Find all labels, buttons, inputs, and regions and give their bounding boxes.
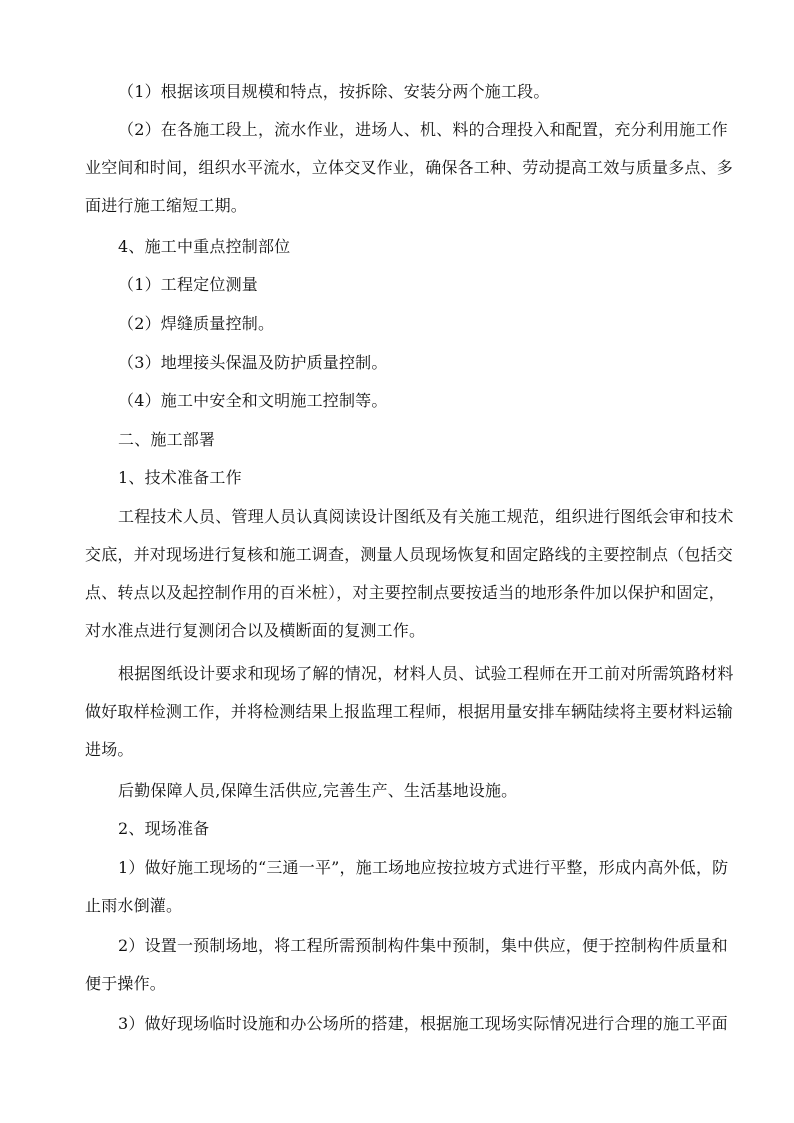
paragraph-logistics <box>85 772 725 810</box>
text-line: 做好取样检测工作，并将检测结果上报监理工程师，根据用量安排车辆陆续将主要材料运输 <box>85 702 734 721</box>
text-line: 4、施工中重点控制部位 <box>118 237 291 256</box>
text-line: （1）根据该项目规模和特点，按拆除、安装分两个施工段。 <box>118 82 550 101</box>
list-item <box>85 266 725 304</box>
paragraph-materials <box>85 655 734 769</box>
subsection-heading-2 <box>85 810 725 848</box>
paragraph-1 <box>85 73 725 111</box>
paragraph-technical-preparation <box>85 498 734 650</box>
text-line: 根据图纸设计要求和现场了解的情况，材料人员、试验工程师在开工前对所需筑路材料 <box>118 664 734 683</box>
text-line: （2）在各施工段上，流水作业，进场人、机、料的合理投入和配置，充分利用施工作 <box>118 120 728 139</box>
text-line: 交底，并对现场进行复核和施工调查，测量人员现场恢复和固定路线的主要控制点（包括交 <box>85 545 734 564</box>
text-line: 业空间和时间，组织水平流水，立体交叉作业，确保各工种、劳动提高工效与质量多点、多 <box>85 158 734 177</box>
text-line: 2）设置一预制场地，将工程所需预制构件集中预制，集中供应，便于控制构件质量和 <box>118 936 728 955</box>
text-line: 3）做好现场临时设施和办公场所的搭建，根据施工现场实际情况进行合理的施工平面 <box>118 1014 728 1033</box>
subsection-heading-1 <box>85 459 725 497</box>
text-line: （1）工程定位测量 <box>118 275 258 294</box>
text-line: 二、施工部署 <box>118 430 216 449</box>
paragraph-2 <box>85 111 734 225</box>
text-line: 工程技术人员、管理人员认真阅读设计图纸及有关施工规范，组织进行图纸会审和技术 <box>118 507 734 526</box>
section-heading-4 <box>85 228 725 266</box>
text-line: 1、技术准备工作 <box>118 468 242 487</box>
text-line: （3）地埋接头保温及防护质量控制。 <box>118 353 388 372</box>
paragraph-site-prep-1 <box>85 849 729 925</box>
text-line: 面进行施工缩短工期。 <box>85 196 248 215</box>
list-item <box>85 382 725 420</box>
text-line: 止雨水倒灌。 <box>85 896 183 915</box>
text-line: 对水准点进行复测闭合以及横断面的复测工作。 <box>85 621 426 640</box>
text-line: 进场。 <box>85 740 134 759</box>
text-line: （2）焊缝质量控制。 <box>118 314 275 333</box>
text-line: （4）施工中安全和文明施工控制等。 <box>118 391 388 410</box>
text-line: 1）做好施工现场的“三通一平”，施工场地应按拉坡方式进行平整，形成内高外低，防 <box>118 858 729 877</box>
list-item <box>85 344 725 382</box>
section-heading-2 <box>85 421 725 459</box>
text-line: 2、现场准备 <box>118 819 210 838</box>
paragraph-site-prep-2 <box>85 927 728 1003</box>
text-line: 点、转点以及起控制作用的百米桩），对主要控制点要按适当的地形条件加以保护和固定， <box>85 583 726 602</box>
paragraph-site-prep-3 <box>85 1005 728 1043</box>
text-line: 后勤保障人员,保障生活供应,完善生产、生活基地设施。 <box>118 781 518 800</box>
list-item <box>85 305 725 343</box>
text-line: 便于操作。 <box>85 974 167 993</box>
